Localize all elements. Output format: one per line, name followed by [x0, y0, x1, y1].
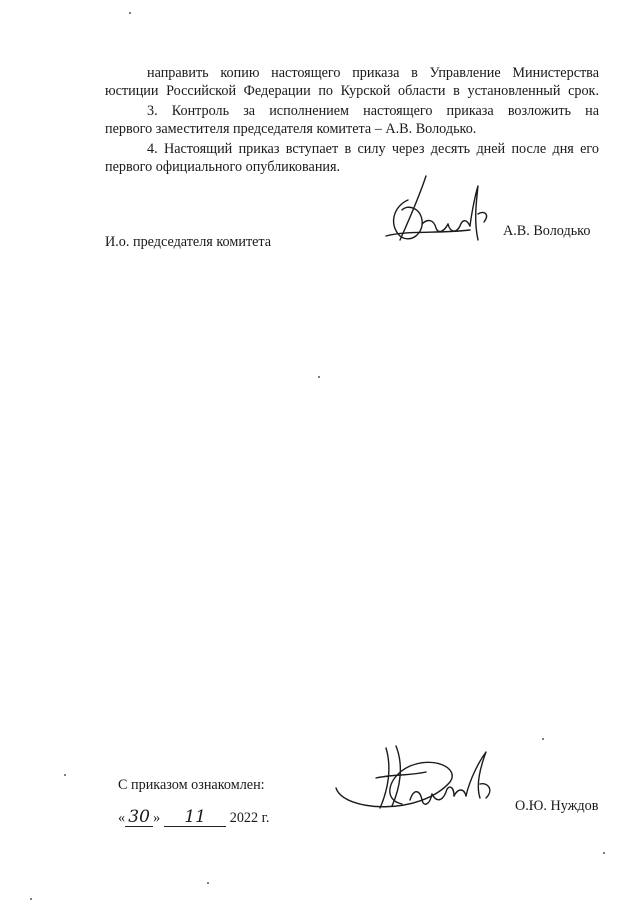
text-line-content: направить копию настоящего приказа в Управление Министерства	[147, 65, 599, 81]
acknowledgement-name: О.Ю. Нуждов	[515, 798, 599, 814]
text-line-content: 3. Контроль за исполнением настоящего приказа возложить на	[147, 103, 599, 119]
scan-speck	[542, 738, 544, 740]
open-quote: «	[118, 810, 126, 826]
date-day-field: 30	[125, 808, 153, 827]
scan-speck	[207, 882, 209, 884]
close-quote: »	[153, 810, 161, 826]
signoff-position: И.о. председателя комитета	[105, 234, 272, 250]
date-year: 2022 г.	[229, 810, 270, 826]
scan-speck	[64, 774, 66, 776]
paragraph-2-continuation	[105, 64, 599, 100]
acknowledgement-label: С приказом ознакомлен:	[118, 777, 265, 793]
text-line: юстиции Российской Федерации по Курской области в установленный срок.	[105, 83, 599, 99]
text-line	[105, 64, 599, 82]
text-line	[105, 140, 599, 158]
scan-speck	[30, 898, 32, 900]
acknowledgement-date	[118, 808, 269, 827]
text-line	[105, 102, 599, 120]
paragraph-3	[105, 102, 599, 138]
paragraph-4	[105, 140, 599, 176]
text-line: первого заместителя председателя комитета – А.В. Володько.	[105, 121, 477, 137]
acknowledgement-signature-image	[330, 738, 498, 824]
signature-image	[378, 170, 496, 254]
date-month-field: 11	[164, 808, 226, 827]
scan-speck	[603, 852, 605, 854]
text-line-content: 4. Настоящий приказ вступает в силу через десять дней после дня его	[147, 141, 599, 157]
text-line: первого официального опубликования.	[105, 159, 341, 175]
signoff-name: А.В. Володько	[503, 223, 591, 239]
scan-speck	[129, 12, 131, 14]
scan-speck	[318, 376, 320, 378]
